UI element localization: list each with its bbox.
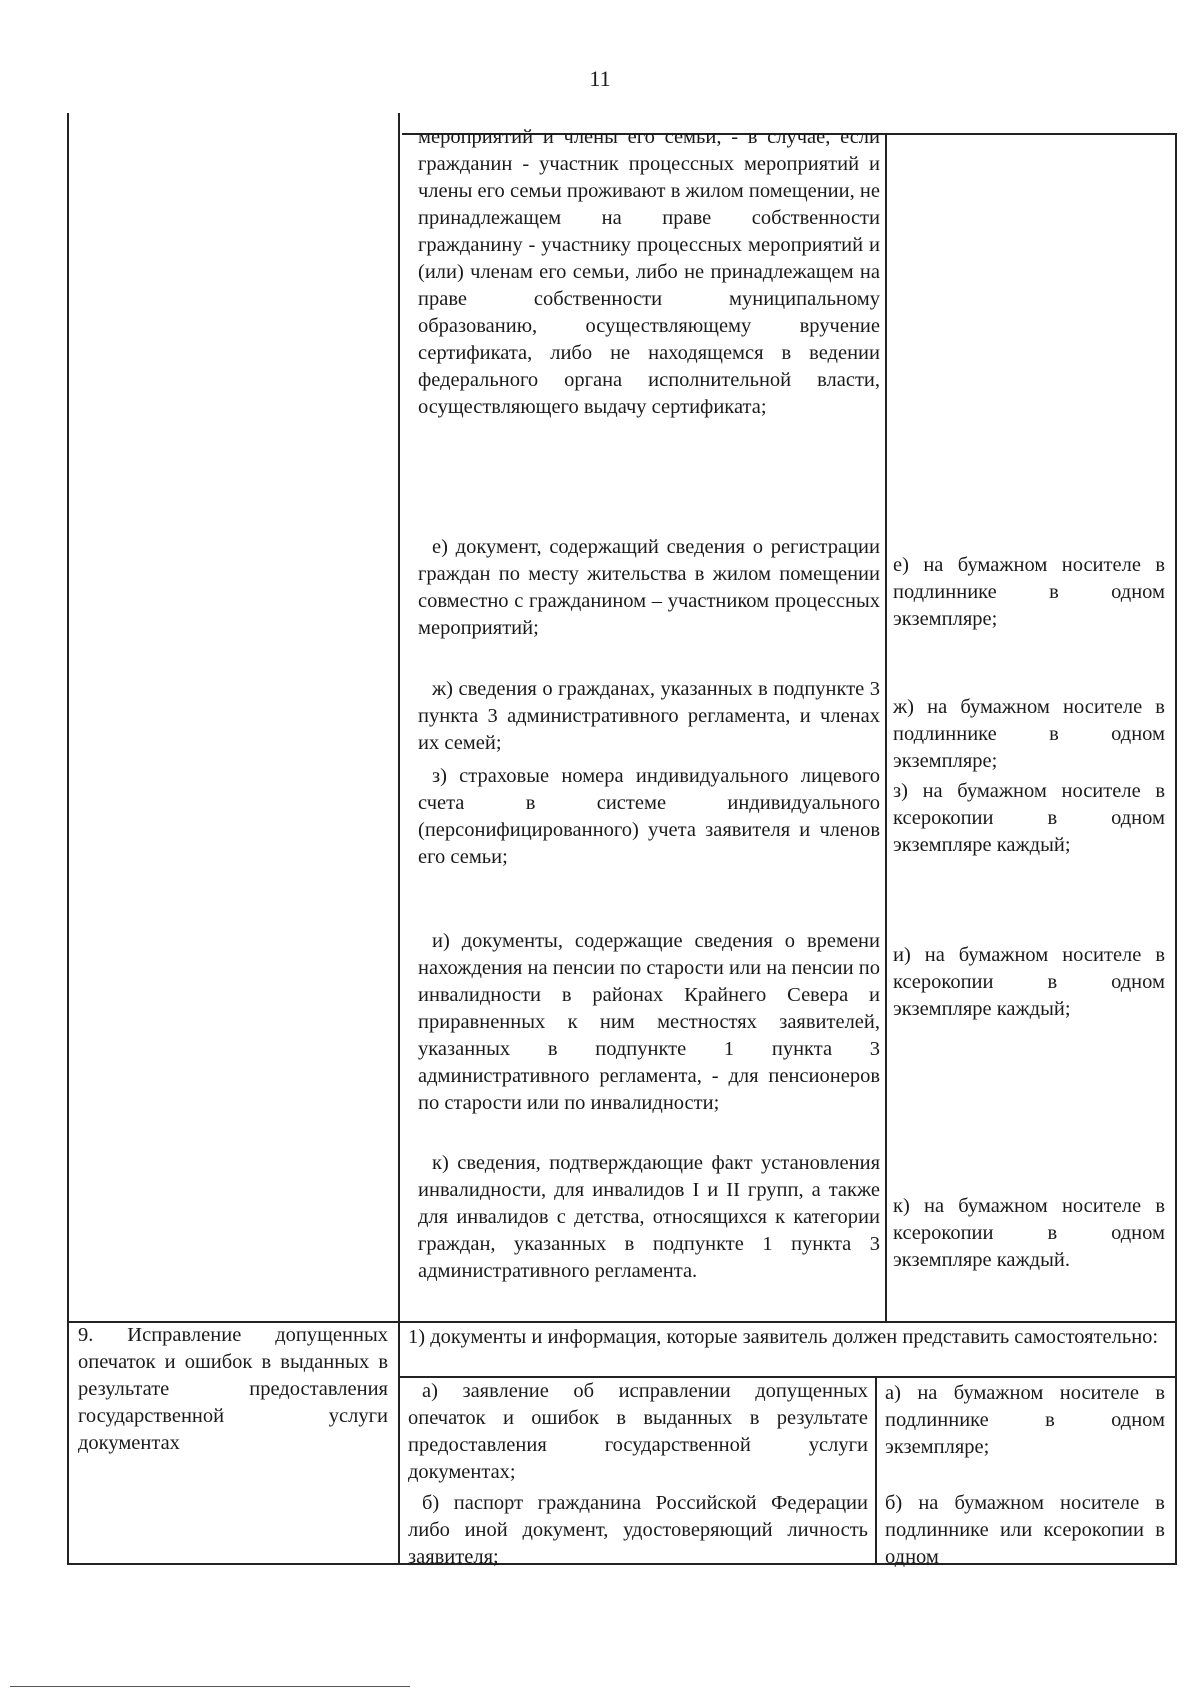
doc-item-zh: ж) сведения о гражданах, указанных в подпункте 3 пункта 3 административного регламента, и членах их семей; — [418, 678, 880, 754]
doc-item-i: и) документы, содержащие сведения о времени нахождения на пенсии по старости или на пенсии по инвалидности в районах Крайнего Севера и приравненных к ним местностях заявителей, указанных в подпункте 1 пункта 3 административного регламента, - для пенсионеров по старости или по инвалидности; — [418, 930, 880, 1114]
form-item-a: а) на бумажном носителе в подлиннике в одном экземпляре; — [885, 1382, 1165, 1458]
form-item-i: и) на бумажном носителе в ксерокопии в одном экземпляре каждый; — [893, 944, 1165, 1020]
column-divider-1 — [398, 113, 400, 1565]
footer-rule — [10, 1686, 410, 1687]
column-divider-2-bottom — [875, 1376, 877, 1565]
doc-item-k: к) сведения, подтверждающие факт установления инвалидности, для инвалидов I и II групп, а также для инвалидов с детства, относящихся к категории граждан, указанных в подпункте 1 пункта 3 административного регламента. — [418, 1152, 880, 1282]
table-left-border — [67, 113, 69, 1565]
row-9-subheader: 1) документы и информация, которые заявитель должен представить самостоятельно: — [408, 1326, 1159, 1348]
page-number: 11 — [589, 66, 611, 91]
form-item-e: е) на бумажном носителе в подлиннике в одном экземпляре; — [893, 554, 1165, 630]
column-divider-2-top — [885, 133, 887, 1323]
form-item-k: к) на бумажном носителе в ксерокопии в одном экземпляре каждый. — [893, 1195, 1165, 1271]
service-name-cell: 9. Исправление допущенных опечаток и ошибок в выданных в результате предоставления государственной услуги документах — [78, 1324, 388, 1454]
table-right-border — [1175, 133, 1177, 1565]
doc-item-e: е) документ, содержащий сведения о регистрации граждан по месту жительства в жилом помещении совместно с гражданином – участником процессных мероприятий; — [418, 536, 880, 639]
doc-item-continuation: мероприятий и члены его семьи, - в случае, если гражданин - участник процессных мероприятий и члены его семьи проживают в жилом помещении, не принадлежащем на праве собственности гражданину - участнику процессных мероприятий и (или) членам его семьи, либо не принадлежащем на праве собственности муниципальному образованию, осуществляющему вручение сертификата, либо не находящемся в ведении федерального органа исполнительной власти, осуществляющего выдачу сертификата; — [418, 126, 880, 418]
doc-item-z: з) страховые номера индивидуального лицевого счета в системе индивидуального (персонифицированного) учета заявителя и членов его семьи; — [418, 765, 880, 868]
doc-item-b: б) паспорт гражданина Российской Федерации либо иной документ, удостоверяющий личность заявителя; — [408, 1492, 868, 1568]
form-item-b: б) на бумажном носителе в подлиннике или ксерокопии в одном — [885, 1492, 1165, 1568]
form-item-zh: ж) на бумажном носителе в подлиннике в одном экземпляре; — [893, 696, 1165, 772]
doc-item-a: а) заявление об исправлении допущенных опечаток и ошибок в выданных в результате предоставления государственной услуги документах; — [408, 1380, 868, 1483]
form-item-z: з) на бумажном носителе в ксерокопии в одном экземпляре каждый; — [893, 780, 1165, 856]
doc-cell-continued — [418, 124, 880, 421]
